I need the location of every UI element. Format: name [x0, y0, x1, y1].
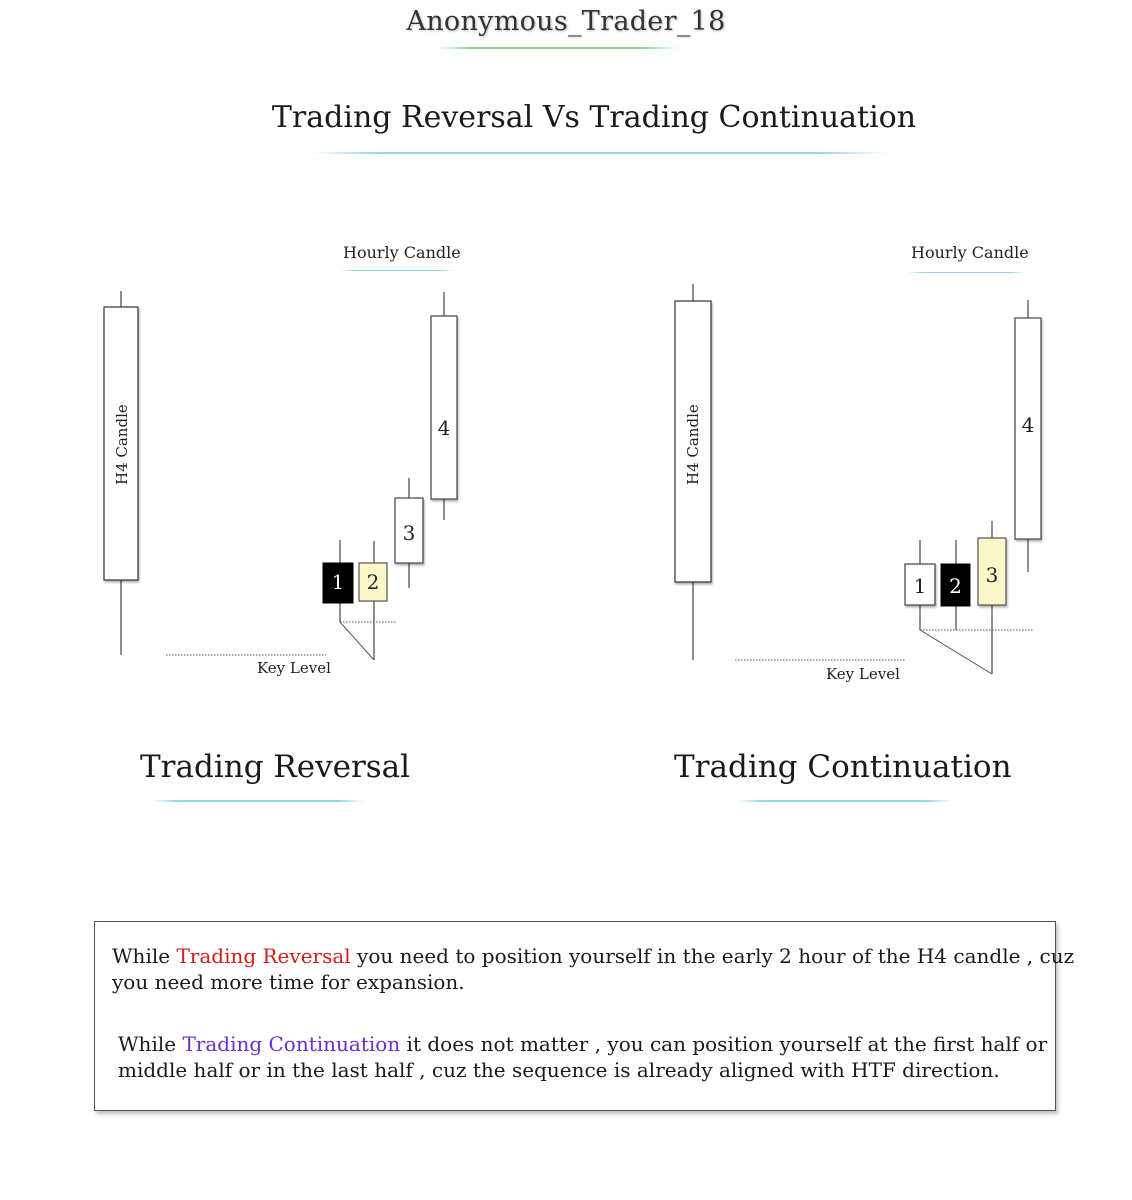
hourly-label-underline-reversal	[340, 270, 454, 271]
h4-candle-label-continuation: H4 Candle	[684, 404, 702, 485]
note-reversal-line2: you need more time for expansion.	[112, 970, 465, 994]
key-level-label-continuation: Key Level	[826, 665, 900, 683]
section-title-continuation: Trading Continuation	[674, 749, 1012, 785]
hourly-label-underline-continuation	[908, 272, 1025, 273]
hourly-candle-label-continuation: Hourly Candle	[911, 243, 1029, 262]
candle-number-3-reversal: 3	[402, 521, 416, 545]
note-continuation-line2: middle half or in the last half , cuz the sequence is already aligned with HTF direction.	[118, 1058, 1000, 1082]
notes-box	[94, 921, 1075, 1111]
page-title: Trading Reversal Vs Trading Continuation	[271, 100, 917, 135]
note-continuation-highlight: Trading Continuation	[182, 1032, 401, 1056]
section-underline-reversal	[152, 800, 364, 802]
section-underline-continuation	[737, 800, 952, 802]
note-continuation	[118, 1031, 1047, 1083]
note-continuation-prefix: While	[118, 1032, 183, 1056]
candle-number-1-reversal: 1	[331, 570, 345, 594]
hourly-candle-2-reversal	[359, 541, 387, 660]
candle-number-4-continuation: 4	[1021, 413, 1035, 437]
candle-number-1-continuation: 1	[913, 574, 927, 598]
note-reversal	[112, 943, 1074, 995]
continuation-diagram	[675, 284, 1041, 674]
candle-number-3-continuation: 3	[985, 563, 999, 587]
note-continuation-line1: it does not matter , you can position yourself at the first half or	[400, 1032, 1048, 1056]
candle-number-4-reversal: 4	[437, 416, 451, 440]
candle-number-2-continuation: 2	[949, 574, 962, 598]
author-name: Anonymous_Trader_18	[406, 6, 726, 37]
hourly-candle-4-reversal	[431, 292, 457, 520]
candle-number-2-reversal: 2	[366, 570, 380, 594]
note-reversal-line1: you need to position yourself in the early 2 hour of the H4 candle , cuz	[350, 944, 1075, 968]
section-title-reversal: Trading Reversal	[140, 749, 411, 785]
h4-candle-label-reversal: H4 Candle	[113, 404, 131, 485]
hourly-candle-label-reversal: Hourly Candle	[343, 243, 461, 262]
note-reversal-highlight: Trading Reversal	[176, 944, 351, 968]
reversal-diagram	[104, 291, 457, 660]
key-level-label-reversal: Key Level	[257, 659, 331, 677]
note-reversal-prefix: While	[112, 944, 177, 968]
hourly-candle-3-continuation	[978, 521, 1006, 674]
